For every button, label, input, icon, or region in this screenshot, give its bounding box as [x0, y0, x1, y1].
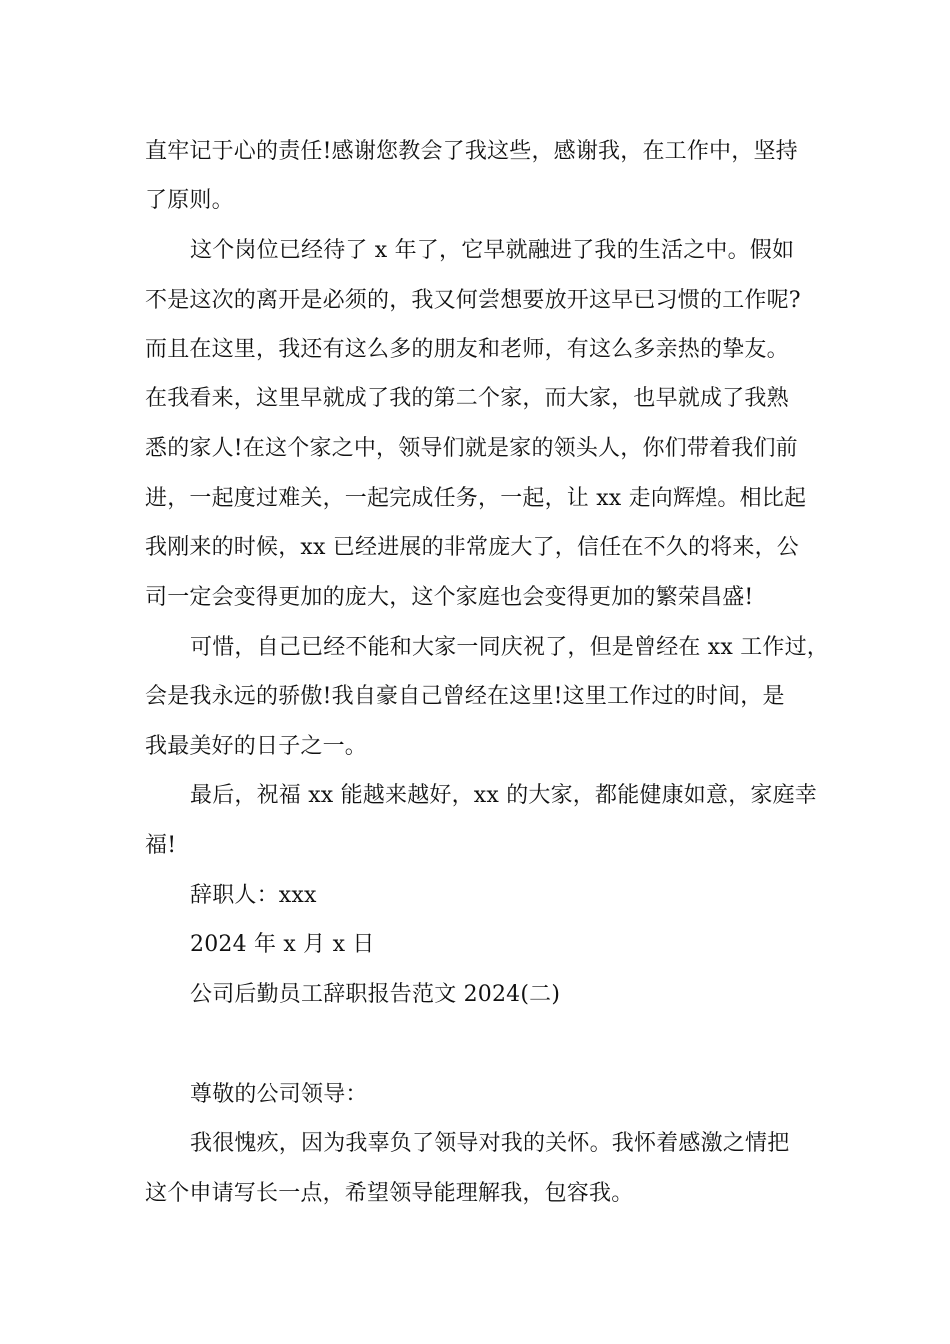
text-line: 我最美好的日子之一。	[145, 734, 368, 759]
date-line: 2024 年 x 月 x 日	[190, 932, 375, 957]
section-title: 公司后勤员工辞职报告范文 2024(二)	[190, 982, 561, 1007]
paragraph-start-line: 我很愧疚，因为我辜负了领导对我的关怀。我怀着感激之情把	[190, 1131, 790, 1156]
salutation-line: 尊敬的公司领导：	[190, 1082, 368, 1107]
text-line: 直牢记于心的责任!感谢您教会了我这些，感谢我，在工作中，坚持	[145, 139, 798, 164]
text-line: 悉的家人!在这个家之中，领导们就是家的领头人，你们带着我们前	[145, 436, 798, 461]
paragraph-start-line: 这个岗位已经待了 x 年了，它早就融进了我的生活之中。假如	[190, 238, 795, 263]
text-line: 会是我永远的骄傲!我自豪自己曾经在这里!这里工作过的时间，是	[145, 684, 785, 709]
text-line: 进，一起度过难关，一起完成任务，一起，让 xx 走向辉煌。相比起	[145, 486, 807, 511]
text-line: 福!	[145, 833, 177, 858]
paragraph-start-line: 最后，祝福 xx 能越来越好，xx 的大家，都能健康如意，家庭幸	[190, 783, 818, 808]
text-line: 不是这次的离开是必须的，我又何尝想要放开这早已习惯的工作呢?	[145, 288, 801, 313]
text-line: 在我看来，这里早就成了我的第二个家，而大家，也早就成了我熟	[145, 386, 789, 411]
text-line: 而且在这里，我还有这么多的朋友和老师，有这么多亲热的挚友。	[145, 337, 789, 362]
text-line: 我刚来的时候，xx 已经进展的非常庞大了，信任在不久的将来，公	[145, 535, 800, 560]
text-line: 这个申请写长一点，希望领导能理解我，包容我。	[145, 1181, 634, 1206]
signature-line: 辞职人：xxx	[190, 883, 317, 908]
text-line: 了原则。	[145, 188, 234, 213]
text-line: 司一定会变得更加的庞大，这个家庭也会变得更加的繁荣昌盛!	[145, 585, 754, 610]
paragraph-start-line: 可惜，自己已经不能和大家一同庆祝了，但是曾经在 xx 工作过，	[190, 635, 830, 660]
